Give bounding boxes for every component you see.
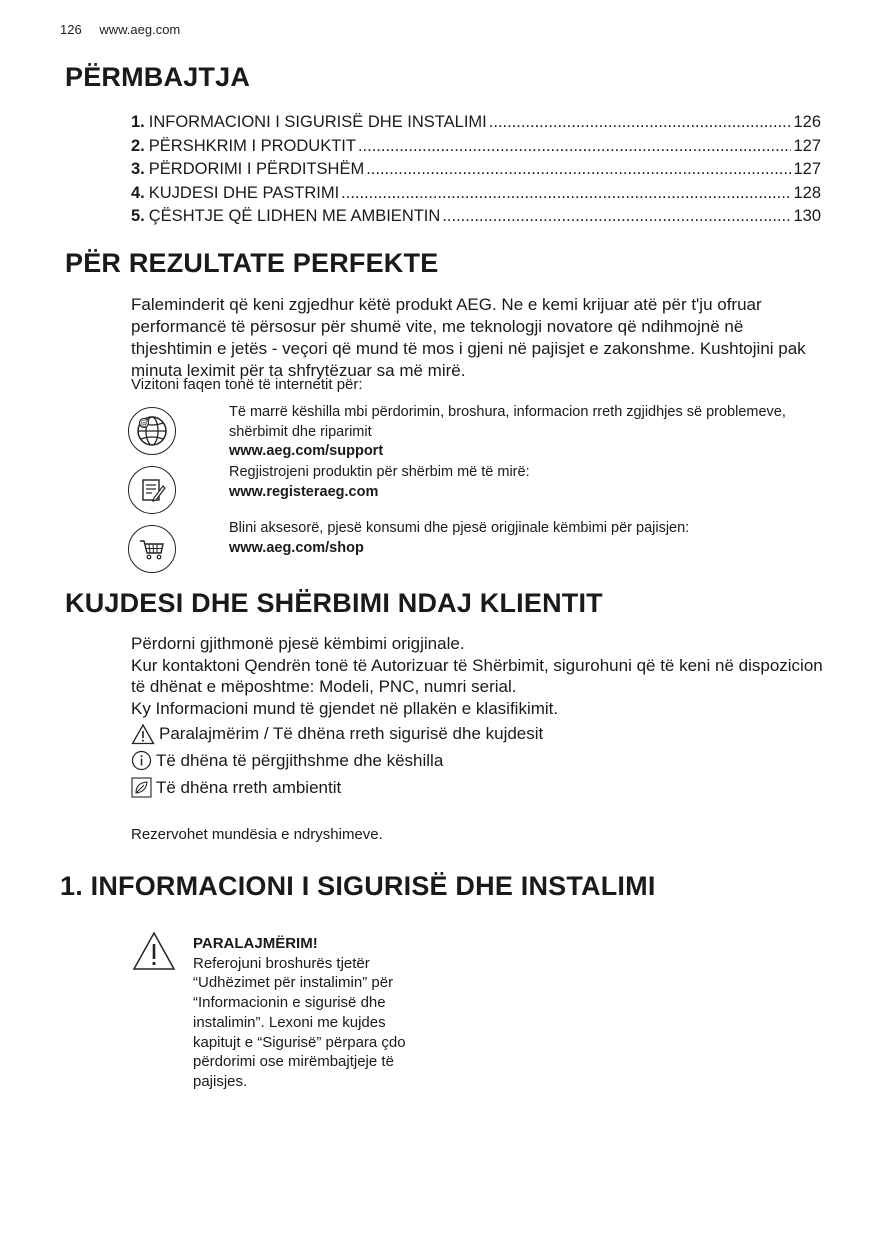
care-paragraph bbox=[131, 633, 831, 719]
section-1-heading: 1. INFORMACIONI I SIGURISË DHE INSTALIMI bbox=[60, 871, 656, 901]
toc-heading: PËRMBAJTJA bbox=[65, 62, 251, 92]
toc-item[interactable]: 3. PËRDORIMI I PËRDITSHËM ..... 127 bbox=[131, 158, 821, 182]
toc-leader bbox=[442, 205, 791, 229]
register-link-description: Regjistrojeni produktin për shërbim më të mirë: bbox=[229, 464, 530, 480]
legend-warning bbox=[131, 723, 543, 745]
warning-triangle-icon bbox=[131, 930, 177, 977]
toc-item-title: INFORMACIONI I SIGURISË DHE INSTALIMI bbox=[148, 113, 487, 131]
care-heading: KUJDESI DHE SHËRBIMI NDAJ KLIENTIT bbox=[65, 588, 603, 618]
toc-item[interactable]: 4. KUJDESI DHE PASTRIMI ..... 128 bbox=[131, 182, 821, 206]
warning-box bbox=[193, 934, 433, 1092]
support-link-description: Të marrë këshilla mbi përdorimin, broshura, informacion rreth zgjidhjes së problemeve, shërbimit dhe riparimit bbox=[229, 404, 786, 440]
toc-item-title: PËRDORIMI I PËRDITSHËM bbox=[148, 160, 365, 178]
register-icon bbox=[128, 466, 176, 514]
shop-link[interactable]: www.aeg.com/shop bbox=[229, 539, 364, 556]
table-of-contents bbox=[131, 111, 821, 229]
toc-leader bbox=[358, 135, 792, 159]
page-number: 126 bbox=[60, 22, 82, 37]
toc-item[interactable]: 1. INFORMACIONI I SIGURISË DHE INSTALIMI ..... 126 bbox=[131, 111, 821, 135]
svg-text:@: @ bbox=[140, 419, 148, 428]
care-line: Përdorni gjithmonë pjesë këmbimi origjinale. bbox=[131, 634, 465, 653]
warning-triangle-icon bbox=[131, 723, 155, 745]
care-line: Kur kontaktoni Qendrën tonë të Autorizuar të Shërbimit, sigurohuni që të keni në dispozicion të dhënat e mëposhtme: Modeli, PNC, numri serial. bbox=[131, 655, 823, 696]
toc-item-title: KUJDESI DHE PASTRIMI bbox=[148, 183, 340, 202]
toc-leader bbox=[366, 158, 791, 182]
care-line: Ky Informacioni mund të gjendet në pllakën e klasifikimit. bbox=[131, 698, 559, 718]
legend-warning-text: Paralajmërim / Të dhëna rreth sigurisë dhe kujdesit bbox=[159, 724, 544, 743]
toc-item-page: 128 bbox=[793, 183, 821, 202]
legend-info bbox=[131, 750, 443, 771]
warning-text: Referojuni broshurës tjetër “Udhëzimet për instalimin” për “Informacionin e sigurisë dhe instalimin”. Lexoni me kujdes kapitujt e “Sigurisë” përpara çdo përdorimi ose mirëmbajtjeje të pajisjes. bbox=[193, 954, 406, 1090]
page-header bbox=[60, 22, 180, 37]
info-icon bbox=[131, 750, 152, 771]
toc-item-page: 127 bbox=[793, 160, 821, 178]
toc-item-title: ÇËSHTJE QË LIDHEN ME AMBIENTIN bbox=[148, 207, 441, 225]
legend-environment bbox=[131, 777, 341, 798]
legend-environment-text: Të dhëna rreth ambientit bbox=[156, 777, 342, 797]
toc-leader bbox=[489, 111, 792, 135]
reserve-note: Rezervohet mundësia e ndryshimeve. bbox=[131, 826, 383, 843]
toc-leader bbox=[341, 182, 791, 206]
environment-leaf-icon bbox=[131, 777, 152, 798]
support-link[interactable]: www.aeg.com/support bbox=[229, 443, 384, 459]
visit-text: Vizitoni faqen tonë të internetit për: bbox=[131, 376, 363, 393]
warning-title: PARALAJMËRIM! bbox=[193, 935, 318, 952]
toc-item[interactable]: 5. ÇËSHTJE QË LIDHEN ME AMBIENTIN ..... 130 bbox=[131, 205, 821, 229]
toc-item-page: 127 bbox=[793, 136, 821, 155]
shop-link-description: Blini aksesorë, pjesë konsumi dhe pjesë origjinale këmbimi për pajisjen: bbox=[229, 520, 690, 536]
toc-item-title: PËRSHKRIM I PRODUKTIT bbox=[148, 136, 356, 155]
cart-icon bbox=[128, 525, 176, 573]
toc-item-page: 126 bbox=[793, 113, 821, 131]
perfekte-heading: PËR REZULTATE PERFEKTE bbox=[65, 248, 439, 278]
intro-paragraph: Faleminderit që keni zgjedhur këtë produkt AEG. Ne e kemi krijuar atë për t'ju ofruar performancë të përsosur për shumë vite, me teknologji novatore që ndihmojnë në thjeshtimin e jetës - veçori që mund të mos i gjeni në pajisjet e zakonshme. Kushtojini pak minuta leximit për ta shfrytëzuar sa më mirë. bbox=[131, 295, 806, 380]
site-url[interactable]: www.aeg.com bbox=[99, 22, 181, 37]
toc-item[interactable]: 2. PËRSHKRIM I PRODUKTIT ..... 127 bbox=[131, 135, 821, 159]
globe-icon bbox=[128, 407, 176, 455]
toc-item-page: 130 bbox=[793, 207, 821, 225]
register-link[interactable]: www.registeraeg.com bbox=[229, 483, 379, 500]
legend-info-text: Të dhëna të përgjithshme dhe këshilla bbox=[156, 750, 444, 770]
